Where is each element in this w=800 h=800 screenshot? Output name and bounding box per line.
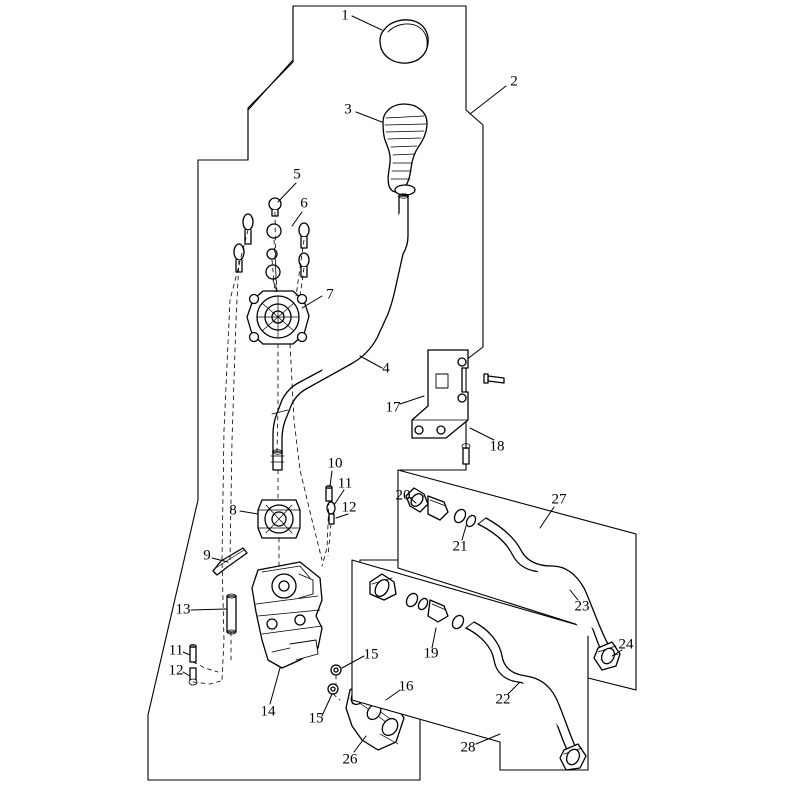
- callout-22: 22: [495, 691, 511, 708]
- callout-5: 5: [293, 166, 301, 183]
- callout-1: 1: [341, 7, 349, 24]
- callout-11-mid: 11: [337, 475, 353, 492]
- callout-12-mid: 12: [341, 499, 357, 516]
- callout-15-a: 15: [363, 646, 379, 663]
- callout-9: 9: [203, 547, 211, 564]
- callout-21: 21: [452, 538, 468, 555]
- callout-20: 20: [395, 487, 411, 504]
- callout-6: 6: [300, 195, 308, 212]
- callout-11-low: 11: [168, 642, 184, 659]
- callout-16: 16: [398, 678, 414, 695]
- callout-23: 23: [574, 598, 590, 615]
- callout-19: 19: [423, 645, 439, 662]
- part-13-roll-pin: [227, 594, 236, 634]
- callout-14: 14: [260, 703, 276, 720]
- callout-8: 8: [229, 502, 237, 519]
- callout-15-b: 15: [308, 710, 324, 727]
- part-7-shift-tower: [247, 291, 309, 344]
- callout-18: 18: [489, 438, 505, 455]
- callout-27: 27: [551, 491, 567, 508]
- part-1-knob-cap: [380, 20, 428, 63]
- callout-4: 4: [382, 360, 390, 377]
- callout-10: 10: [327, 455, 343, 472]
- callout-7: 7: [326, 286, 334, 303]
- callout-2: 2: [510, 73, 518, 90]
- part-8-joint-block: [258, 500, 300, 538]
- callout-13: 13: [175, 601, 191, 618]
- callout-17: 17: [385, 399, 401, 416]
- callout-3: 3: [344, 101, 352, 118]
- callout-12-low: 12: [168, 662, 184, 679]
- callout-24: 24: [618, 636, 634, 653]
- callout-26: 26: [342, 751, 358, 768]
- callout-28: 28: [460, 739, 476, 756]
